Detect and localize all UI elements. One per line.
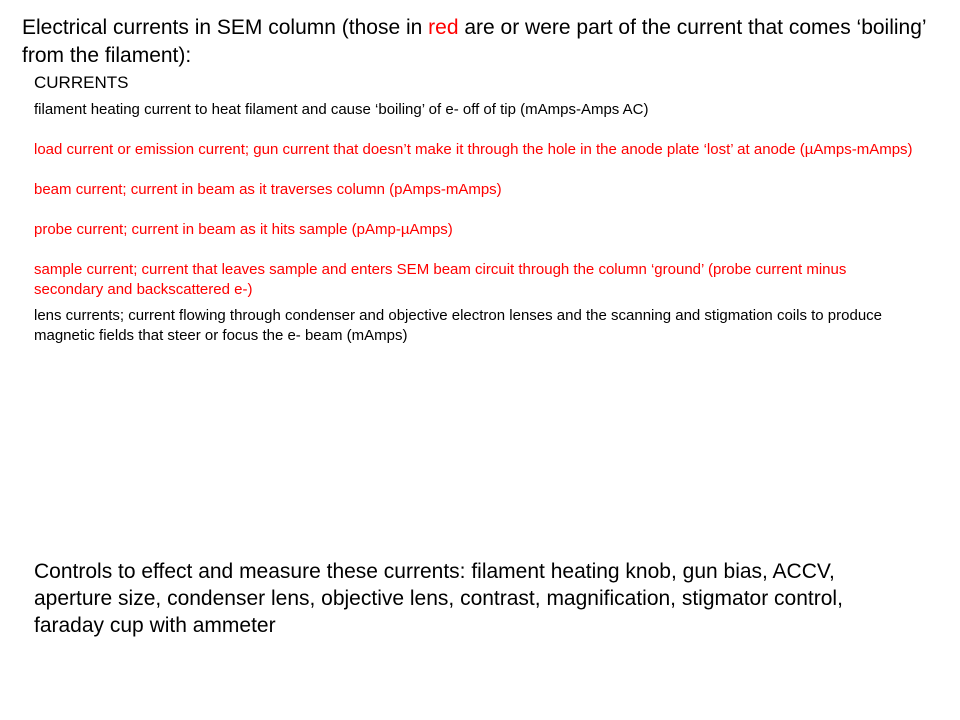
currents-list <box>34 100 914 346</box>
title-highlight: red <box>428 16 459 39</box>
current-item-sample: sample current; current that leaves sample and enters SEM beam circuit through the column ‘ground’ (probe current minus secondary and backscattered e-) <box>34 261 847 298</box>
controls-text: Controls to effect and measure these currents: filament heating knob, gun bias, ACCV, aperture size, condenser lens, objective lens, contrast, magnification, stigmator control, faraday cup with ammeter <box>34 560 843 637</box>
current-item-filament: filament heating current to heat filament and cause ‘boiling’ of e- off of tip (mAmps-Amps AC) <box>34 101 649 118</box>
current-item-load: load current or emission current; gun current that doesn’t make it through the hole in the anode plate ‘lost’ at anode (µAmps-mAmps) <box>34 141 913 158</box>
current-item-beam: beam current; current in beam as it traverses column (pAmps-mAmps) <box>34 181 502 198</box>
title-suffix: are or were part of the current that comes ‘boiling’ from the filament): <box>22 16 926 67</box>
slide-title <box>22 14 932 70</box>
currents-heading: CURRENTS <box>34 73 129 92</box>
current-item-lens: lens currents; current flowing through condenser and objective electron lenses and the scanning and stigmation coils to produce magnetic fields that steer or focus the e- beam (mAmps) <box>34 307 883 344</box>
title-prefix: Electrical currents in SEM column (those in <box>22 16 429 39</box>
current-item-probe: probe current; current in beam as it hits sample (pAmp-µAmps) <box>34 221 453 238</box>
